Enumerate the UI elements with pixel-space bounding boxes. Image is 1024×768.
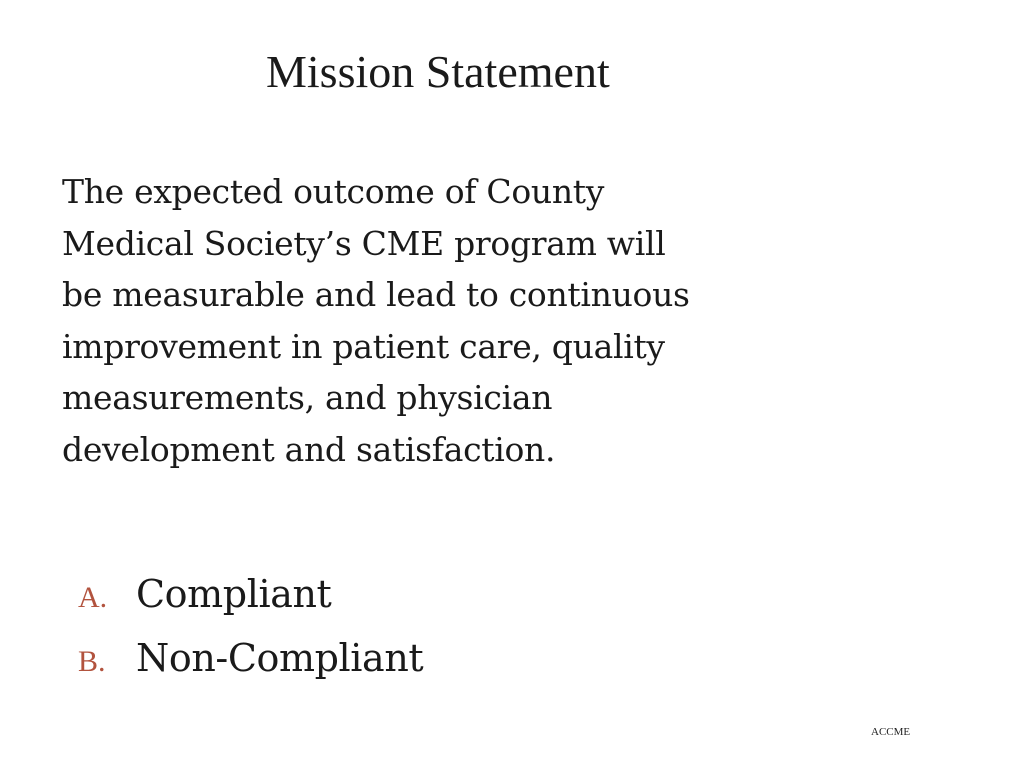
mission-statement-text: The expected outcome of County Medical Society’s CME program will be measurable and lead to continuous improvement in patient care, quality measurements, and physician development and satisfaction. <box>62 172 690 469</box>
option-non-compliant[interactable] <box>78 636 423 700</box>
option-marker-b: B. <box>78 645 106 678</box>
answer-options-list <box>78 572 423 700</box>
footer-organization-label: ACCME <box>871 726 911 738</box>
option-compliant[interactable] <box>78 572 423 636</box>
option-label-non-compliant: Non-Compliant <box>136 636 424 680</box>
option-label-compliant: Compliant <box>136 572 332 616</box>
slide-title: Mission Statement <box>266 46 610 97</box>
option-marker-a: A. <box>78 581 108 614</box>
